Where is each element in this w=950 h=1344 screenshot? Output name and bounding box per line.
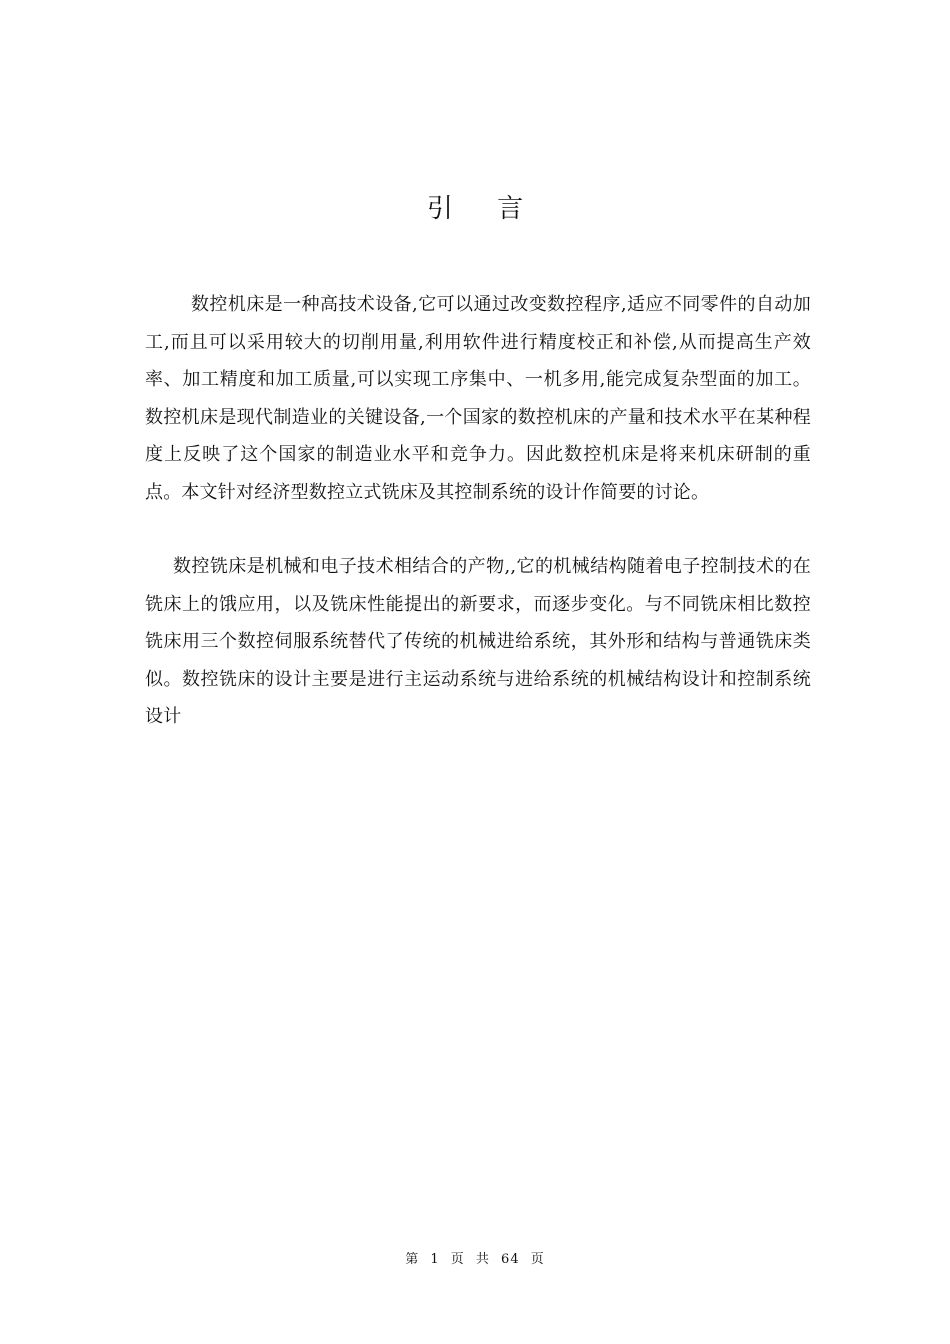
page-title: 引 言 — [426, 194, 542, 224]
paragraph-1: 数控机床是一种高技术设备,它可以通过改变数控程序,适应不同零件的自动加工,而且可以采用较大的切削用量,利用软件进行精度校正和补偿,从而提高生产效率、加工精度和加工质量,可以实现工序集中、一机多用,能完成复杂型面的加工。数控机床是现代制造业的关键设备,一个国家的数控机床的产量和技术水平在某种程度上反映了这个国家的制造业水平和竞争力。因此数控机床是将来机床研制的重点。本文针对经济型数控立式铣床及其控制系统的设计作简要的讨论。 — [145, 294, 811, 503]
page-footer: 第 1 页 共 64 页 — [405, 1252, 545, 1267]
paragraph-2: 数控铣床是机械和电子技术相结合的产物,,它的机械结构随着电子控制技术的在铣床上的饿应用，以及铣床性能提出的新要求，而逐步变化。与不同铣床相比数控铣床用三个数控伺服系统替代了传统的机械进给系统，其外形和结构与普通铣床类似。数控铣床的设计主要是进行主运动系统与进给系统的机械结构设计和控制系统设计 — [145, 556, 811, 727]
